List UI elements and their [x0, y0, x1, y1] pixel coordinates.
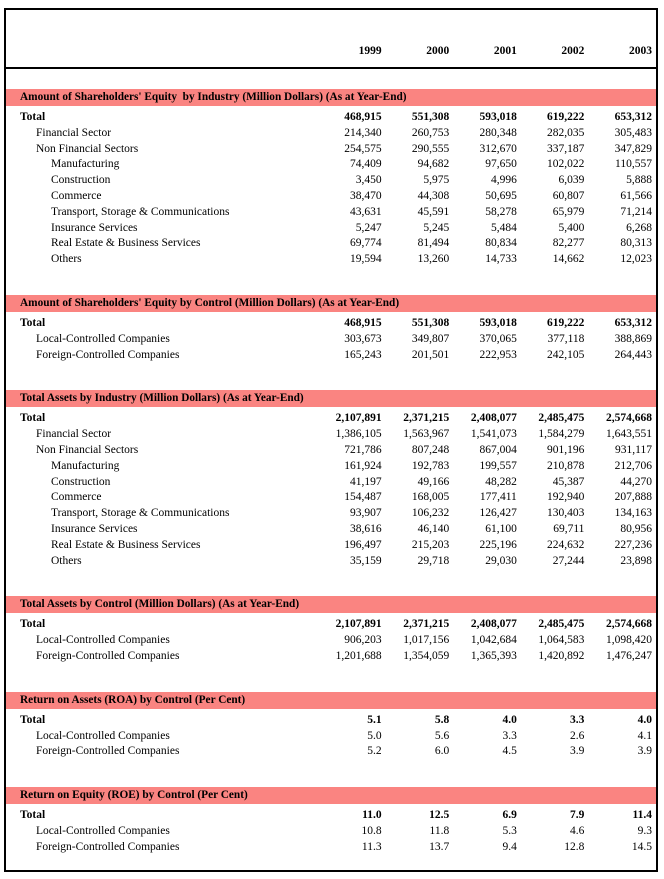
row-value: 165,243 [344, 348, 382, 361]
row-value: 80,834 [485, 237, 517, 250]
row-label: Financial Sector [36, 428, 112, 441]
row-value: 1,354,059 [403, 649, 450, 662]
row-label: Local-Controlled Companies [36, 634, 170, 647]
year-header-row [6, 10, 656, 69]
row-label: Local-Controlled Companies [36, 824, 170, 837]
row-value: 282,035 [547, 126, 585, 139]
table-row [6, 617, 656, 633]
row-label: Others [51, 253, 82, 266]
row-value: 3.9 [570, 745, 585, 758]
row-value: 14,662 [552, 253, 585, 266]
section-title: Return on Assets (ROA) by Control (Per Cent) [20, 693, 246, 706]
row-value: 11.8 [429, 824, 450, 837]
table-row [6, 459, 656, 475]
row-value: 5,400 [558, 221, 585, 234]
section-rows [6, 713, 656, 760]
table-row [6, 443, 656, 459]
row-value: 222,953 [479, 348, 517, 361]
row-value: 199,557 [479, 459, 517, 472]
year-column-header: 2003 [629, 45, 652, 57]
row-value: 2,574,668 [606, 618, 652, 631]
row-value: 1,563,967 [403, 428, 450, 441]
row-value: 134,163 [614, 507, 652, 520]
section-title-banner [6, 596, 656, 613]
row-value: 154,487 [344, 491, 382, 504]
section-rows [6, 808, 656, 855]
row-value: 14.5 [631, 840, 652, 853]
row-value: 168,005 [411, 491, 450, 504]
row-label: Total [20, 111, 46, 123]
row-value: 388,869 [614, 332, 652, 345]
row-value: 337,187 [547, 142, 585, 155]
row-label: Foreign-Controlled Companies [36, 649, 180, 662]
row-value: 377,118 [547, 332, 585, 345]
row-value: 931,117 [615, 443, 652, 456]
row-value: 93,907 [350, 507, 382, 520]
row-value: 290,555 [411, 142, 450, 155]
row-value: 102,022 [547, 158, 585, 171]
table-row [6, 840, 656, 856]
row-label: Transport, Storage & Communications [51, 507, 230, 520]
row-value: 593,018 [479, 111, 517, 123]
row-value: 5,975 [423, 174, 450, 187]
row-value: 161,924 [344, 459, 382, 472]
row-value: 12.8 [564, 840, 585, 853]
row-value: 9.3 [637, 824, 652, 837]
row-label: Insurance Services [51, 522, 138, 535]
row-value: 312,670 [479, 142, 517, 155]
table-row [6, 252, 656, 268]
section-rows [6, 411, 656, 569]
row-value: 2,107,891 [335, 412, 382, 425]
row-label: Others [51, 554, 82, 567]
row-value: 468,915 [344, 111, 382, 123]
row-value: 45,387 [552, 475, 585, 488]
row-value: 3,450 [355, 174, 382, 187]
year-column-header: 1999 [358, 45, 382, 57]
row-value: 1,201,688 [335, 649, 382, 662]
row-value: 214,340 [344, 126, 382, 139]
table-row [6, 221, 656, 237]
table-row [6, 142, 656, 158]
row-label: Local-Controlled Companies [36, 332, 170, 345]
row-value: 207,888 [614, 491, 652, 504]
row-value: 48,282 [485, 475, 517, 488]
row-value: 2,485,475 [538, 618, 585, 631]
row-value: 74,409 [350, 158, 382, 171]
section-rows [6, 316, 656, 363]
row-value: 106,232 [411, 507, 450, 520]
table-row [6, 475, 656, 491]
table-row [6, 110, 656, 126]
row-value: 29,030 [485, 554, 517, 567]
row-value: 1,365,393 [470, 649, 517, 662]
row-value: 1,064,583 [538, 634, 585, 647]
year-column-header: 2002 [561, 45, 585, 57]
section-title-banner [6, 295, 656, 312]
row-value: 35,159 [350, 554, 382, 567]
row-label: Real Estate & Business Services [51, 538, 201, 551]
row-value: 210,878 [547, 459, 585, 472]
section-title: Total Assets by Control (Million Dollars) (As at Year-End) [20, 598, 300, 611]
row-value: 6,039 [558, 174, 585, 187]
row-value: 4.5 [502, 745, 517, 758]
section-title: Amount of Shareholders' Equity by Industry (Million Dollars) (As at Year-End) [20, 91, 407, 103]
row-value: 177,411 [479, 491, 517, 504]
row-value: 71,214 [620, 205, 652, 218]
row-label: Manufacturing [51, 459, 120, 472]
row-value: 69,711 [553, 522, 585, 535]
report-section [6, 89, 656, 268]
row-value: 6.0 [434, 745, 450, 758]
row-value: 2,371,215 [403, 618, 450, 631]
section-title: Amount of Shareholders' Equity by Control (Million Dollars) (As at Year-End) [20, 296, 400, 309]
row-value: 1,643,551 [606, 428, 652, 441]
row-value: 807,248 [411, 443, 450, 456]
row-value: 5.3 [502, 824, 517, 837]
row-value: 12.5 [429, 809, 450, 822]
section-title-banner [6, 692, 656, 709]
row-label: Manufacturing [51, 158, 120, 171]
row-value: 5,484 [490, 221, 517, 234]
section-title-banner [6, 89, 656, 106]
row-value: 69,774 [350, 237, 382, 250]
row-label: Local-Controlled Companies [36, 729, 170, 742]
row-value: 13,260 [417, 253, 450, 266]
row-label: Total [20, 618, 46, 631]
row-value: 468,915 [344, 316, 382, 329]
row-value: 80,313 [620, 237, 652, 250]
row-value: 5,888 [626, 174, 652, 187]
row-value: 867,004 [479, 443, 517, 456]
row-label: Construction [51, 475, 111, 488]
table-row [6, 490, 656, 506]
row-value: 901,196 [547, 443, 585, 456]
row-label: Commerce [51, 491, 102, 504]
row-value: 80,956 [620, 522, 652, 535]
row-label: Real Estate & Business Services [51, 237, 201, 250]
row-value: 201,501 [411, 348, 450, 361]
row-value: 1,386,105 [335, 428, 382, 441]
year-column-header: 2000 [426, 45, 450, 57]
row-value: 212,706 [614, 459, 652, 472]
table-row [6, 633, 656, 649]
table-row [6, 649, 656, 665]
row-value: 1,584,279 [538, 428, 585, 441]
row-label: Non Financial Sectors [36, 142, 139, 155]
row-label: Foreign-Controlled Companies [36, 348, 180, 361]
row-value: 38,616 [350, 522, 382, 535]
table-row [6, 713, 656, 729]
row-value: 1,541,073 [470, 428, 517, 441]
row-value: 5.6 [434, 729, 450, 742]
row-value: 1,476,247 [606, 649, 652, 662]
row-value: 653,312 [614, 316, 652, 329]
row-value: 60,807 [552, 189, 585, 202]
report-body [6, 69, 656, 856]
row-value: 81,494 [417, 237, 450, 250]
table-row [6, 157, 656, 173]
table-row [6, 522, 656, 538]
table-row [6, 236, 656, 252]
row-value: 41,197 [350, 475, 382, 488]
table-row [6, 506, 656, 522]
row-value: 1,042,684 [470, 634, 517, 647]
row-value: 619,222 [547, 316, 585, 329]
row-value: 5.1 [367, 713, 382, 726]
row-value: 9.4 [502, 840, 517, 853]
row-value: 192,940 [547, 491, 585, 504]
row-label: Total [20, 713, 46, 726]
row-value: 130,403 [547, 507, 585, 520]
row-label: Foreign-Controlled Companies [36, 745, 180, 758]
row-label: Commerce [51, 189, 102, 202]
row-value: 23,898 [620, 554, 652, 567]
row-value: 5.8 [434, 713, 450, 726]
row-value: 551,308 [411, 111, 450, 123]
table-row [6, 744, 656, 760]
row-value: 11.3 [361, 840, 382, 853]
section-title-banner [6, 787, 656, 804]
row-value: 2,408,077 [470, 412, 517, 425]
row-value: 27,244 [552, 554, 585, 567]
row-value: 225,196 [479, 538, 517, 551]
year-column-header: 2001 [493, 45, 517, 57]
row-value: 65,979 [552, 205, 585, 218]
row-value: 2,107,891 [335, 618, 382, 631]
row-value: 82,277 [552, 237, 585, 250]
row-value: 2,574,668 [606, 412, 652, 425]
row-value: 347,829 [614, 142, 652, 155]
row-label: Insurance Services [51, 221, 138, 234]
row-value: 3.3 [570, 713, 585, 726]
row-value: 110,557 [615, 158, 652, 171]
row-value: 126,427 [479, 507, 517, 520]
row-value: 305,483 [614, 126, 652, 139]
section-rows [6, 617, 656, 664]
row-value: 4.0 [502, 713, 517, 726]
row-label: Financial Sector [36, 126, 112, 139]
table-row [6, 411, 656, 427]
row-value: 4.1 [637, 729, 652, 742]
table-row [6, 332, 656, 348]
row-value: 5.0 [367, 729, 382, 742]
section-title-banner [6, 390, 656, 407]
row-label: Total [20, 809, 46, 822]
report-section [6, 390, 656, 569]
row-value: 254,575 [344, 142, 382, 155]
row-value: 4.6 [570, 824, 585, 837]
row-value: 97,650 [485, 158, 517, 171]
row-value: 13.7 [429, 840, 450, 853]
table-row [6, 173, 656, 189]
row-value: 2.6 [570, 729, 585, 742]
row-value: 196,497 [344, 538, 382, 551]
row-value: 215,203 [411, 538, 450, 551]
report-sheet [4, 8, 658, 872]
row-value: 61,100 [485, 522, 517, 535]
row-value: 11.4 [632, 809, 652, 822]
row-value: 44,308 [417, 189, 450, 202]
row-value: 721,786 [344, 443, 382, 456]
row-value: 551,308 [411, 316, 450, 329]
row-value: 227,236 [614, 538, 652, 551]
row-value: 1,098,420 [606, 634, 652, 647]
row-value: 3.3 [502, 729, 517, 742]
row-value: 7.9 [570, 809, 585, 822]
row-value: 1,420,892 [538, 649, 585, 662]
row-label: Total [20, 316, 46, 329]
section-title: Return on Equity (ROE) by Control (Per Cent) [20, 789, 248, 802]
row-value: 370,065 [479, 332, 517, 345]
row-value: 242,105 [547, 348, 585, 361]
row-value: 280,348 [479, 126, 517, 139]
row-value: 38,470 [350, 189, 382, 202]
row-value: 46,140 [417, 522, 450, 535]
table-row [6, 538, 656, 554]
row-value: 260,753 [411, 126, 450, 139]
report-section [6, 787, 656, 855]
row-value: 5.2 [367, 745, 382, 758]
row-label: Total [20, 412, 46, 425]
table-row [6, 189, 656, 205]
table-row [6, 316, 656, 332]
report-section [6, 295, 656, 363]
row-value: 192,783 [411, 459, 450, 472]
table-row [6, 808, 656, 824]
row-value: 224,632 [547, 538, 585, 551]
table-row [6, 729, 656, 745]
row-value: 45,591 [417, 205, 450, 218]
report-section [6, 692, 656, 760]
row-value: 49,166 [417, 475, 450, 488]
row-label: Non Financial Sectors [36, 443, 139, 456]
row-value: 43,631 [350, 205, 382, 218]
report-section [6, 596, 656, 664]
table-row [6, 427, 656, 443]
row-value: 94,682 [417, 158, 450, 171]
row-value: 5,245 [423, 221, 450, 234]
row-value: 593,018 [479, 316, 517, 329]
row-value: 1,017,156 [403, 634, 450, 647]
row-value: 44,270 [620, 475, 652, 488]
row-value: 11.0 [362, 809, 382, 822]
row-value: 19,594 [350, 253, 382, 266]
row-value: 10.8 [361, 824, 382, 837]
row-value: 3.9 [637, 745, 652, 758]
row-value: 6,268 [626, 221, 652, 234]
row-value: 4,996 [490, 174, 517, 187]
row-value: 264,443 [614, 348, 652, 361]
row-value: 906,203 [344, 634, 382, 647]
row-value: 58,278 [485, 205, 517, 218]
row-value: 2,408,077 [470, 618, 517, 631]
row-value: 619,222 [547, 111, 585, 123]
table-row [6, 205, 656, 221]
section-rows [6, 110, 656, 268]
row-label: Foreign-Controlled Companies [36, 840, 180, 853]
table-row [6, 126, 656, 142]
row-value: 2,485,475 [538, 412, 585, 425]
row-value: 2,371,215 [403, 412, 450, 425]
row-value: 303,673 [344, 332, 382, 345]
row-label: Transport, Storage & Communications [51, 205, 230, 218]
row-value: 50,695 [485, 189, 517, 202]
row-value: 349,807 [411, 332, 450, 345]
row-value: 653,312 [614, 111, 652, 123]
section-title: Total Assets by Industry (Million Dollars) (As at Year-End) [20, 392, 304, 405]
table-row [6, 824, 656, 840]
table-row [6, 554, 656, 570]
row-value: 61,566 [620, 189, 652, 202]
row-value: 14,733 [485, 253, 517, 266]
row-value: 29,718 [417, 554, 450, 567]
row-label: Construction [51, 174, 111, 187]
row-value: 12,023 [620, 253, 652, 266]
row-value: 5,247 [355, 221, 382, 234]
table-row [6, 348, 656, 364]
row-value: 4.0 [637, 713, 652, 726]
row-value: 6.9 [502, 809, 517, 822]
